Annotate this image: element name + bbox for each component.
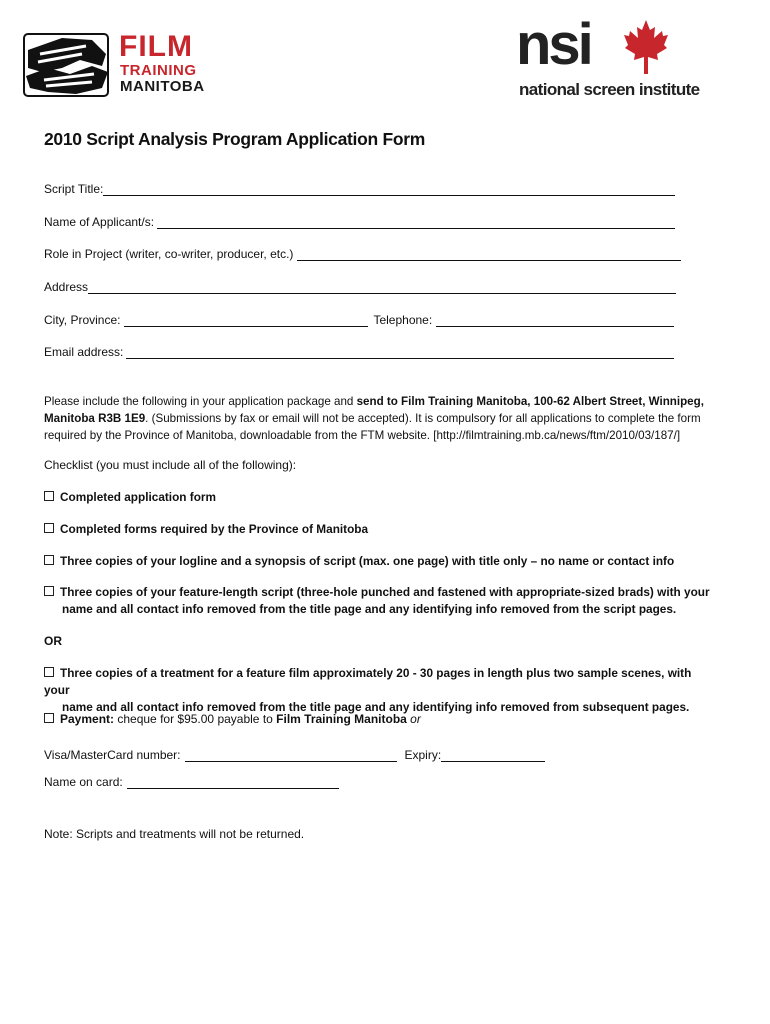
payment-text: cheque for $95.00 payable to: [114, 712, 277, 726]
email-field[interactable]: [44, 345, 674, 359]
checkbox-icon[interactable]: [44, 523, 54, 533]
treatment-item[interactable]: [44, 665, 714, 716]
instructions-address: send to Film Training Manitoba, 100-62 Albert Street, Winnipeg, Manitoba R3B 1E9: [44, 395, 704, 425]
checklist-item[interactable]: [44, 553, 714, 570]
address-line[interactable]: [88, 282, 676, 294]
script-title-line[interactable]: [103, 184, 675, 196]
role-label: Role in Project (writer, co-writer, producer, etc.): [44, 247, 294, 261]
payment-item[interactable]: [44, 712, 421, 726]
checklist-item[interactable]: [44, 584, 714, 618]
role-line[interactable]: [297, 249, 681, 261]
script-title-field[interactable]: [44, 182, 675, 196]
applicants-label: Name of Applicant/s:: [44, 215, 155, 229]
city-label: City, Province:: [44, 313, 121, 327]
card-name-label: Name on card:: [44, 775, 123, 789]
ftm-hands-logo-icon: [22, 32, 110, 98]
instructions-paragraph: [44, 393, 704, 444]
nsi-logo: [516, 14, 726, 104]
script-title-label: Script Title:: [44, 182, 104, 196]
instructions-text-1: Please include the following in your application package and: [44, 395, 357, 408]
nsi-logo-name: national screen institute: [519, 80, 700, 99]
email-line[interactable]: [126, 347, 674, 359]
treatment-label: Three copies of a treatment for a feature film approximately 20 - 30 pages in length plus two sample scenes, with your: [44, 666, 692, 697]
applicants-field[interactable]: [44, 215, 675, 229]
nsi-logo-mark: nsi: [516, 12, 591, 77]
or-label: OR: [44, 634, 62, 648]
role-field[interactable]: [44, 247, 681, 261]
checkbox-icon[interactable]: [44, 713, 54, 723]
payment-payee: Film Training Manitoba: [276, 712, 407, 726]
applicants-line[interactable]: [157, 217, 675, 229]
email-label: Email address:: [44, 345, 124, 359]
checkbox-icon[interactable]: [44, 586, 54, 596]
payment-label: Payment: [60, 712, 111, 726]
checklist-item-label: Three copies of your feature-length script (three-hole punched and fastened with appropriate-sized brads) with your: [60, 585, 710, 599]
ftm-logo-film: FILM: [119, 30, 193, 63]
card-number-label: Visa/MasterCard number:: [44, 748, 181, 762]
city-field[interactable]: [44, 313, 674, 327]
instructions-text-2: . (Submissions by fax or email will not be accepted). It is compulsory for all applications to complete the form required by the Province of Manitoba, downloadable from the FTM website. [http://filmtraining.mb.ca/news/ftm/2010/03/187/]: [44, 412, 701, 442]
checkbox-icon[interactable]: [44, 491, 54, 501]
card-name-line[interactable]: [127, 777, 339, 789]
checklist-item-label: Completed application form: [60, 490, 216, 504]
city-line[interactable]: [124, 315, 368, 327]
ftm-logo: [22, 32, 212, 98]
checklist-item-label-continued: name and all contact info removed from the title page and any identifying info removed from the script pages.: [62, 602, 677, 616]
note-text: Note: Scripts and treatments will not be returned.: [44, 827, 305, 841]
card-number-field[interactable]: [44, 748, 545, 762]
card-number-line[interactable]: [185, 750, 397, 762]
ftm-logo-training: TRAINING: [120, 62, 197, 79]
address-label: Address: [44, 280, 89, 294]
checkbox-icon[interactable]: [44, 667, 54, 677]
checklist-item-label: Three copies of your logline and a synopsis of script (max. one page) with title only – no name or contact info: [60, 554, 675, 568]
expiry-label: Expiry:: [404, 748, 442, 762]
ftm-logo-manitoba: MANITOBA: [120, 78, 205, 95]
address-field[interactable]: [44, 280, 676, 294]
checklist-item[interactable]: [44, 521, 714, 538]
card-name-field[interactable]: [44, 775, 339, 789]
telephone-line[interactable]: [436, 315, 674, 327]
maple-leaf-icon: [624, 18, 668, 76]
telephone-label: Telephone:: [373, 313, 433, 327]
payment-colon: :: [110, 712, 115, 726]
payment-or: or: [406, 712, 421, 726]
expiry-line[interactable]: [441, 750, 545, 762]
checklist-intro: Checklist (you must include all of the following):: [44, 458, 297, 472]
checkbox-icon[interactable]: [44, 555, 54, 565]
checklist-item-label: Completed forms required by the Province of Manitoba: [60, 522, 369, 536]
treatment-label-continued: name and all contact info removed from the title page and any identifying info removed from subsequent pages.: [62, 700, 690, 714]
checklist-item[interactable]: [44, 489, 714, 506]
page-title: 2010 Script Analysis Program Application Form: [44, 129, 426, 149]
